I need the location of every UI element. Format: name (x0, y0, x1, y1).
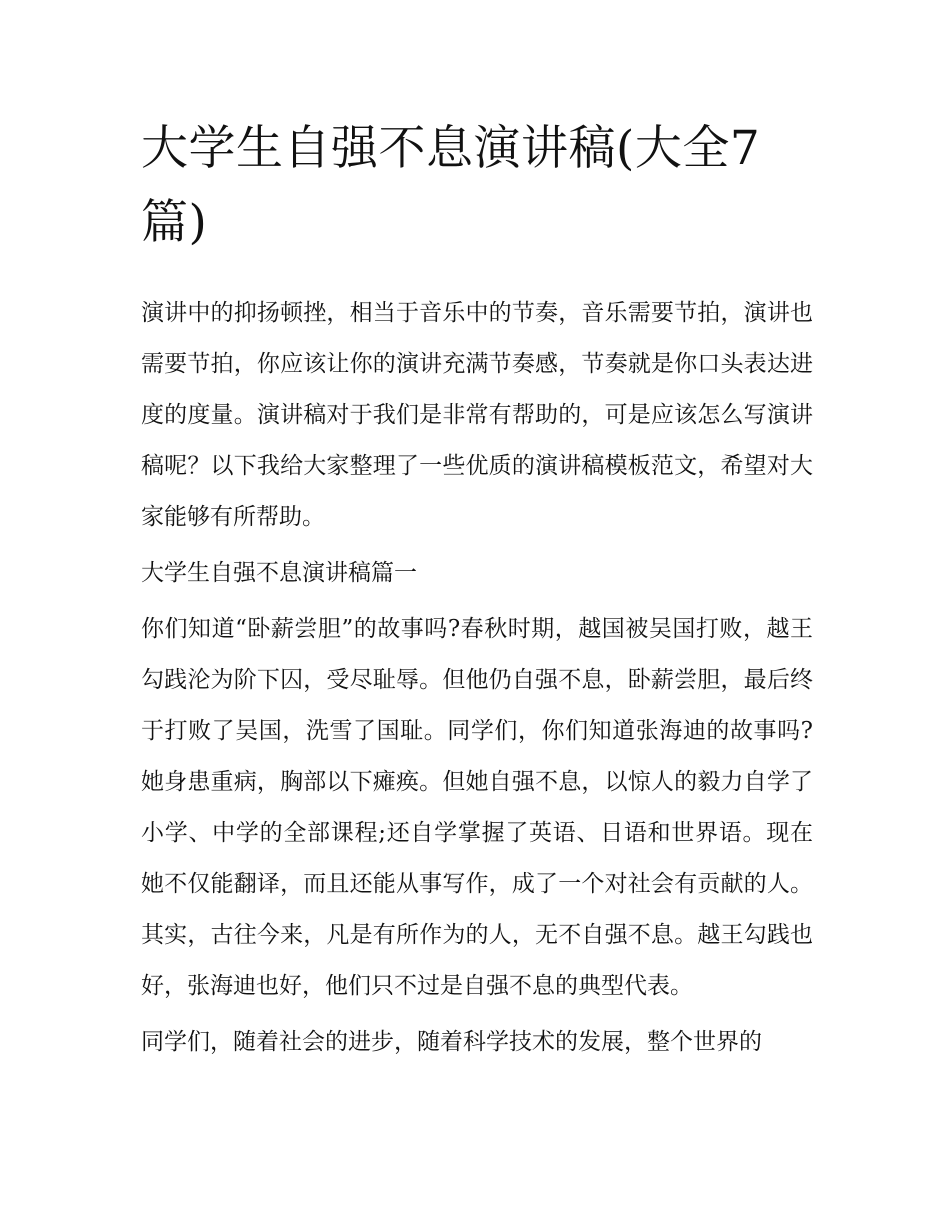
intro-paragraph: 演讲中的抑扬顿挫，相当于音乐中的节奏，音乐需要节拍，演讲也需要节拍，你应该让你的演讲充满节奏感，节奏就是你口头表达进度的度量。演讲稿对于我们是非常有帮助的，可是应该怎么写演讲稿呢？以下我给大家整理了一些优质的演讲稿模板范文，希望对大家能够有所帮助。 (141, 300, 813, 530)
section-heading: 大学生自强不息演讲稿篇一 (141, 560, 417, 586)
document-page (141, 112, 813, 1073)
document-title: 大学生自强不息演讲稿(大全7篇) (141, 121, 761, 250)
body-paragraph: 同学们，随着社会的进步，随着科学技术的发展，整个世界的 (141, 1029, 762, 1055)
body-paragraph: 你们知道“卧薪尝胆”的故事吗?春秋时期，越国被吴国打败，越王勾践沦为阶下囚，受尽耻辱。但他仍自强不息，卧薪尝胆，最后终于打败了吴国，洗雪了国耻。同学们，你们知道张海迪的故事吗?她身患重病，胸部以下瘫痪。但她自强不息，以惊人的毅力自学了小学、中学的全部课程;还自学掌握了英语、日语和世界语。现在她不仅能翻译，而且还能从事写作，成了一个对社会有贡献的人。其实，古往今来，凡是有所作为的人，无不自强不息。越王勾践也好，张海迪也好，他们只不过是自强不息的典型代表。 (141, 616, 813, 999)
